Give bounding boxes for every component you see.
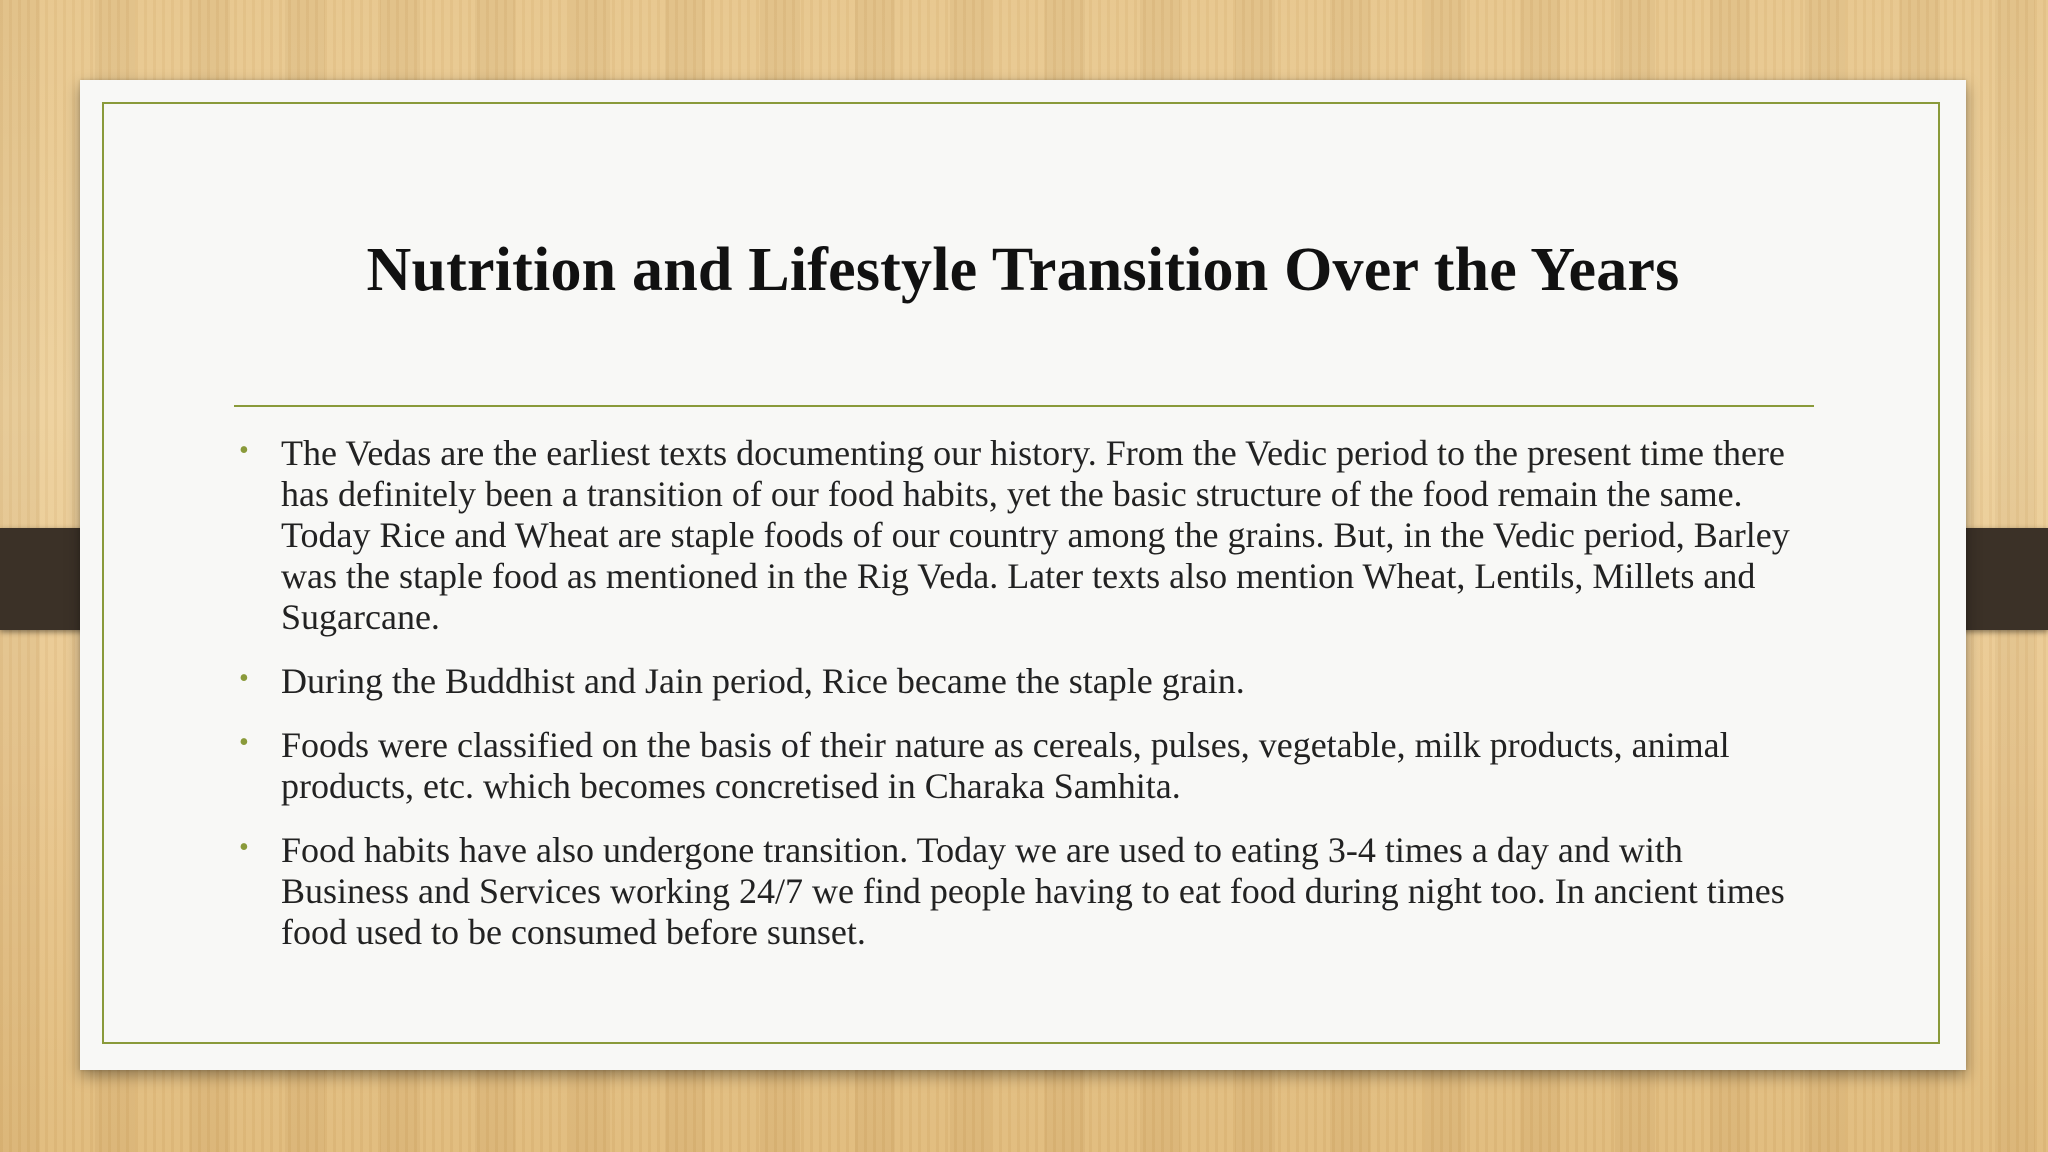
bullet-item: [234, 725, 1814, 807]
bullet-dot-icon: •: [239, 435, 249, 466]
bullet-item: [234, 433, 1814, 638]
bullet-text: The Vedas are the earliest texts documenting our history. From the Vedic period to the present time there has definitely been a transition of our food habits, yet the basic structure of the food remain the same. Today Rice and Wheat are staple foods of our country among the grains. But, in the Vedic period, Barley was the staple food as mentioned in the Rig Veda. Later texts also mention Wheat, Lentils, Millets and Sugarcane.: [281, 433, 1790, 637]
bullet-item: [234, 830, 1814, 953]
bullet-text: Foods were classified on the basis of their nature as cereals, pulses, vegetable, milk products, animal products, etc. which becomes concretised in Charaka Samhita.: [281, 725, 1730, 806]
title-divider: [234, 405, 1814, 407]
slide-title: Nutrition and Lifestyle Transition Over the Years: [366, 236, 1680, 304]
bullet-dot-icon: •: [239, 832, 249, 863]
bullet-dot-icon: •: [239, 727, 249, 758]
bullet-text: During the Buddhist and Jain period, Rice became the staple grain.: [281, 661, 1245, 701]
bullet-list: [234, 433, 1814, 976]
slide: [80, 80, 1966, 1070]
bullet-item: [234, 661, 1814, 702]
bullet-text: Food habits have also undergone transition. Today we are used to eating 3-4 times a day and with Business and Services working 24/7 we find people having to eat food during night too. In ancient times food used to be consumed before sunset.: [281, 830, 1785, 952]
bullet-dot-icon: •: [239, 663, 249, 694]
